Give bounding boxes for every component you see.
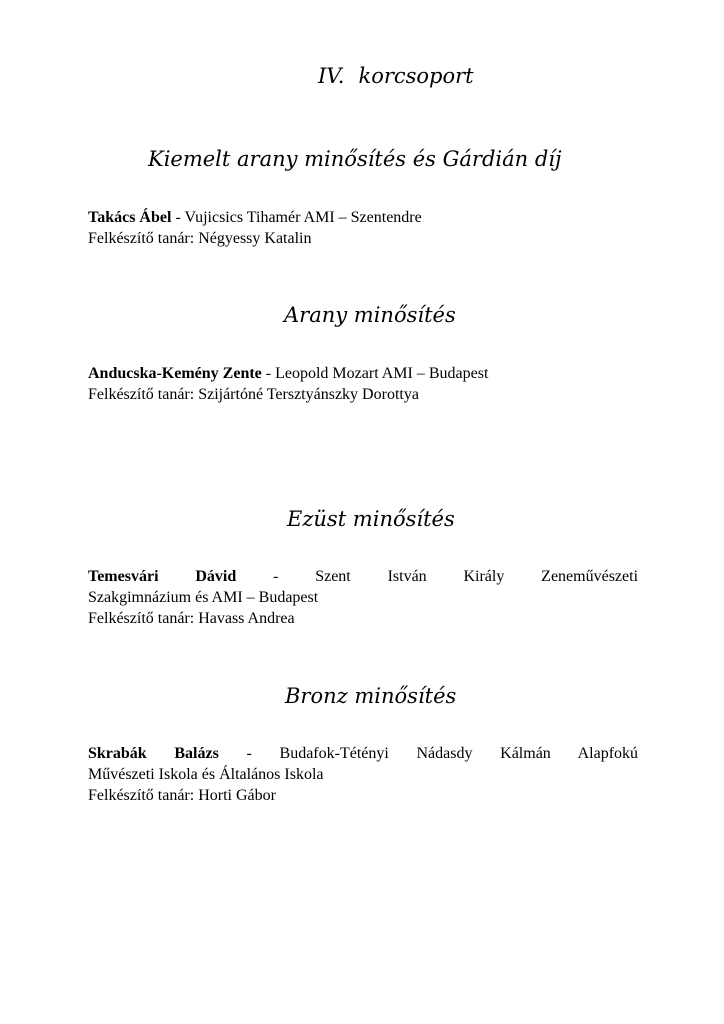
student-name: Temesvári Dávid — [88, 568, 237, 585]
teacher-line: Felkészítő tanár: Horti Gábor — [88, 787, 276, 804]
entry-main-line — [88, 743, 638, 764]
separator: - — [236, 568, 316, 585]
group-number: IV. — [318, 64, 345, 88]
school-name: Leopold Mozart AMI – Budapest — [275, 365, 489, 382]
section-heading-kiemelt-arany: Kiemelt arany minősítés és Gárdián díj — [148, 147, 562, 171]
school-name-line2: Művészeti Iskola és Általános Iskola — [88, 766, 324, 783]
group-title — [318, 66, 474, 87]
award-entry — [88, 743, 638, 806]
school-name-line2: Szakgimnázium és AMI – Budapest — [88, 589, 319, 606]
section-heading-ezust: Ezüst minősítés — [287, 507, 455, 531]
section-heading-bronz: Bronz minősítés — [285, 684, 457, 708]
entry-main-line — [88, 566, 638, 587]
separator: - — [171, 209, 185, 226]
teacher-line: Felkészítő tanár: Négyessy Katalin — [88, 230, 312, 247]
section-heading-arany: Arany minősítés — [284, 303, 456, 327]
school-name: Vujicsics Tihamér AMI – Szentendre — [184, 209, 422, 226]
award-entry — [88, 363, 638, 405]
entry-main-line — [88, 207, 638, 228]
school-name-line1: Szent István Király Zeneművészeti — [315, 568, 639, 585]
school-name-line1: Budafok-Tétényi Nádasdy Kálmán Alapfokú — [279, 745, 639, 762]
group-label: korcsoport — [358, 64, 474, 88]
teacher-line: Felkészítő tanár: Szijártóné Tersztyánszky Dorottya — [88, 386, 419, 403]
separator: - — [261, 365, 276, 382]
award-entry — [88, 207, 638, 249]
award-entry — [88, 566, 638, 629]
separator: - — [218, 745, 280, 762]
entry-main-line — [88, 363, 638, 384]
teacher-line: Felkészítő tanár: Havass Andrea — [88, 610, 295, 627]
student-name: Skrabák Balázs — [88, 745, 219, 762]
student-name: Anducska-Kemény Zente — [88, 365, 262, 382]
student-name: Takács Ábel — [88, 209, 172, 226]
